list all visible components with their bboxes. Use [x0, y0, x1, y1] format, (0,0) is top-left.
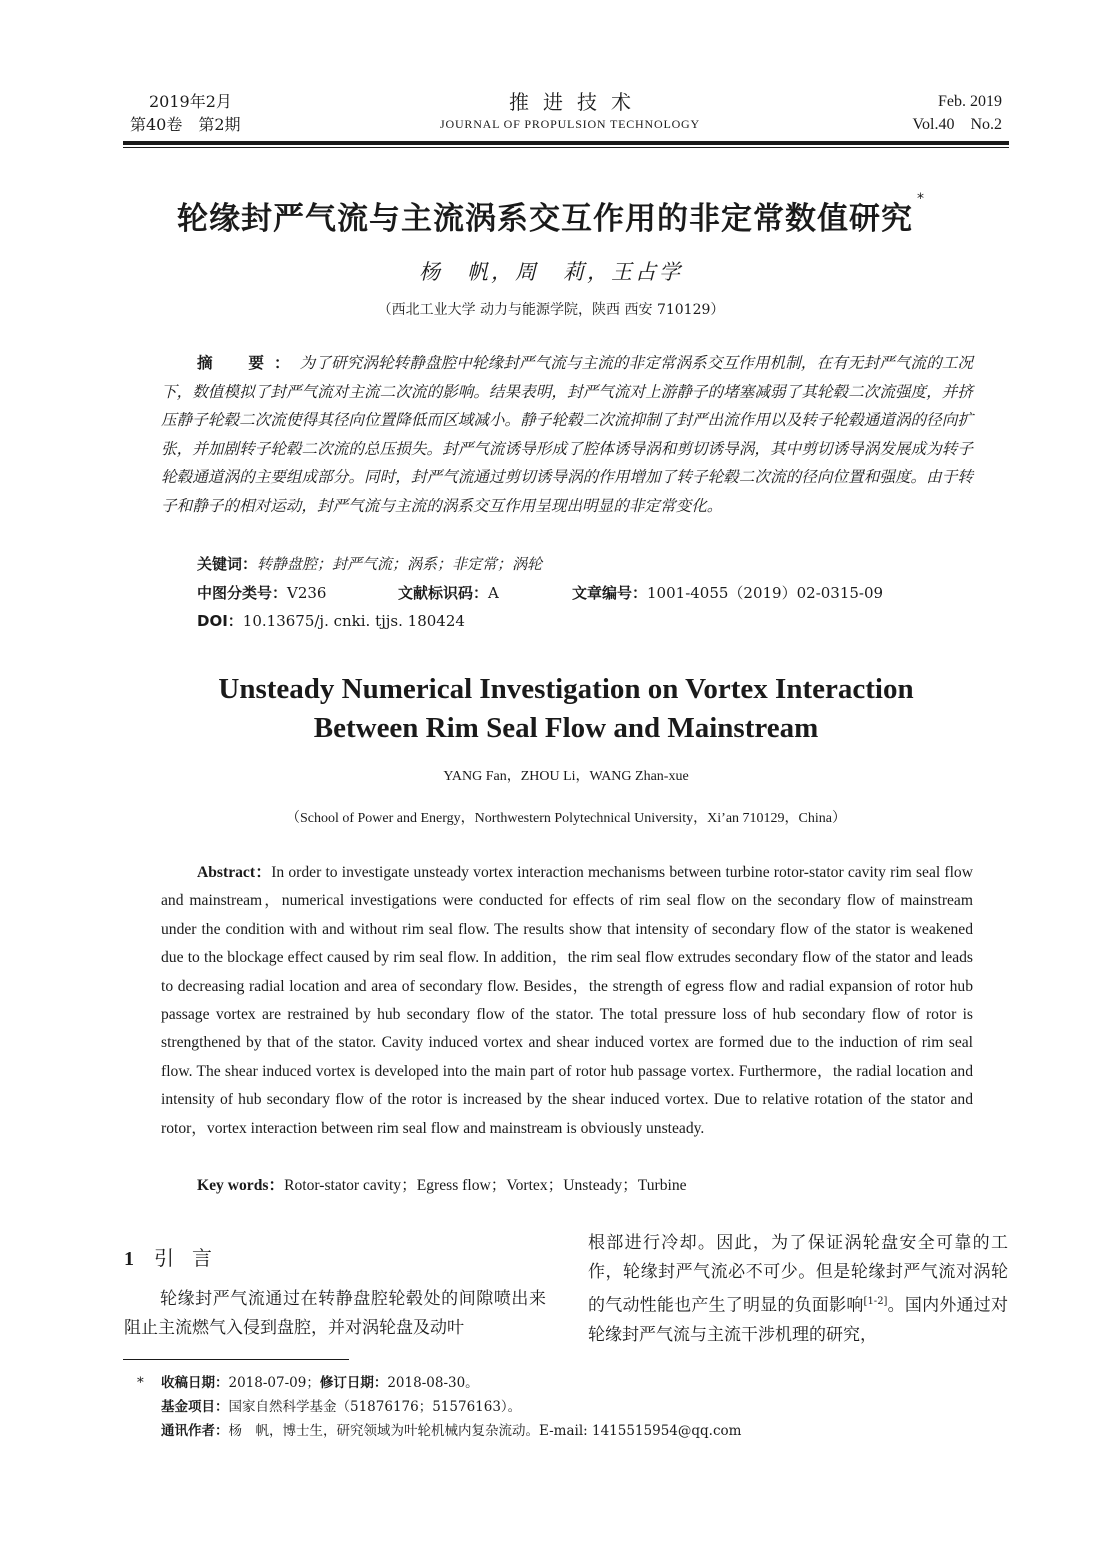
- issue-date-en: [913, 90, 1003, 136]
- section-heading: [124, 1242, 230, 1271]
- en-abstract: [161, 859, 973, 1143]
- cn-title-text: 轮缘封严气流与主流涡系交互作用的非定常数值研究: [177, 201, 913, 237]
- body-left-column: 轮缘封严气流通过在转静盘腔轮毂处的间隙喷出来阻止主流燃气入侵到盘腔，并对涡轮盘及动叶: [124, 1289, 546, 1338]
- cn-abstract-label: 摘 要：: [197, 354, 300, 372]
- cn-keywords-label: 关键词：: [197, 555, 258, 573]
- issue-date: 2019年2月: [149, 92, 232, 111]
- article-no-label: 文章编号：: [572, 584, 648, 602]
- cn-title: [0, 193, 1102, 238]
- section-title: 引言: [154, 1246, 230, 1270]
- issue-date-volume: [130, 90, 241, 136]
- doi-line: [197, 610, 465, 631]
- en-title-line2: Between Rim Seal Flow and Mainstream: [313, 712, 819, 744]
- body-right-column: [588, 1229, 1008, 1350]
- article-number: [572, 582, 883, 603]
- volume-issue: 第40卷 第2期: [130, 115, 241, 134]
- fund-text: 国家自然科学基金（51876176；51576163）。: [228, 1399, 522, 1415]
- en-abstract-text: In order to investigate unsteady vortex interaction mechanisms between turbine rotor-stator cavity rim seal flow and mainstream，numerical investigations were conducted for effects of rim seal flow on the secondary flow of mainstream under the condition with and without rim seal flow. The results show that intensity of secondary flow of the stator is weakened due to the blockage effect caused by rim seal flow. In addition，the rim seal flow extrudes secondary flow of the stator and leads to decreasing radial location and area of secondary flow. Besides，the strength of egress flow and radial expansion of rotor hub passage vortex are restrained by hub secondary flow of the stator. The total pressure loss of hub secondary flow of rotor is strengthened by that of the stator. Cavity induced vortex and shear induced vortex are formed due to the induction of rim seal flow. The shear induced vortex is developed into the main part of rotor hub passage vortex. Furthermore，the radial location and intensity of hub secondary flow of the rotor is increased by the shear induced vortex. Due to relative rotation of the stator and rotor，vortex interaction between rim seal flow and mainstream is obviously unsteady.: [161, 864, 973, 1137]
- cn-abstract: [161, 349, 973, 521]
- revised-label: 修订日期：: [319, 1375, 388, 1391]
- clc-value: V236: [287, 584, 327, 602]
- body-right-text-a: 根部进行冷却。因此，为了保证涡轮盘安全可靠的工作，轮缘封严气流必不可少。但是轮缘封严气流对涡轮的气动性能也产生了明显的负面影响: [588, 1233, 1008, 1316]
- journal-name-en: JOURNAL OF PROPULSION TECHNOLOGY: [440, 117, 700, 131]
- en-affiliation: （School of Power and Energy，Northwestern Polytechnical University，Xi’an 710129，China）: [285, 811, 847, 826]
- footnote-dates: [137, 1370, 479, 1396]
- doc-code-label: 文献标识码：: [398, 584, 489, 602]
- doc-code: [398, 582, 499, 603]
- volume-issue-en: Vol.40 No.2: [912, 116, 1002, 133]
- revised-date: 2018-08-30。: [387, 1375, 479, 1391]
- article-no-value: 1001-4055（2019）02-0315-09: [647, 584, 884, 602]
- footnote-author: [137, 1418, 741, 1444]
- clc-label: 中图分类号：: [197, 584, 288, 602]
- header-rule-thick: [123, 141, 1009, 145]
- en-authors: YANG Fan，ZHOU Li，WANG Zhan-xue: [443, 769, 689, 784]
- cn-authors: 杨 帆，周 莉，王占学: [419, 260, 683, 284]
- cn-affiliation: （西北工业大学 动力与能源学院，陕西 西安 710129）: [377, 302, 725, 318]
- footnote-fund: [137, 1394, 521, 1420]
- fund-label: 基金项目：: [161, 1399, 229, 1415]
- header-rule-thin: [123, 147, 1009, 148]
- doi-label: DOI：: [197, 612, 243, 630]
- doi-value: 10.13675/j. cnki. tjjs. 180424: [242, 612, 465, 630]
- en-keywords: [197, 1173, 687, 1195]
- section-number: 1: [124, 1248, 134, 1270]
- en-keywords-label: Key words：: [197, 1177, 285, 1194]
- cn-keywords-text: 转静盘腔；封严气流；涡系；非定常；涡轮: [257, 555, 543, 573]
- journal-name: [380, 90, 760, 132]
- en-title: [0, 670, 1102, 748]
- body-right-text-b: 。国内外通过对轮缘封严气流与主流干涉机理的研究，: [588, 1295, 1009, 1345]
- en-abstract-label: Abstract：: [197, 864, 272, 881]
- issue-date-en-line1: Feb. 2019: [938, 93, 1002, 110]
- journal-name-cn: 推进技术: [509, 90, 645, 114]
- doc-code-value: A: [488, 584, 499, 602]
- cn-classification-line: [197, 582, 326, 603]
- citation-ref: [1-2]: [863, 1296, 888, 1307]
- footnote-mark: *: [137, 1375, 144, 1391]
- en-keywords-text: Rotor-stator cavity；Egress flow；Vortex；Unsteady；Turbine: [284, 1177, 687, 1194]
- author-label: 通讯作者：: [161, 1423, 229, 1439]
- footnote-rule: [123, 1359, 349, 1360]
- cn-keywords: [197, 553, 542, 574]
- received-label: 收稿日期：: [161, 1375, 229, 1391]
- en-title-line1: Unsteady Numerical Investigation on Vortex Interaction: [218, 673, 914, 705]
- cn-title-footnote-mark: *: [917, 191, 925, 207]
- received-date: 2018-07-09；: [228, 1375, 320, 1391]
- author-text: 杨 帆，博士生，研究领域为叶轮机械内复杂流动。E-mail: 1415515954@qq.com: [228, 1423, 742, 1439]
- cn-abstract-text: 为了研究涡轮转静盘腔中轮缘封严气流与主流的非定常涡系交互作用机制，在有无封严气流的工况下，数值模拟了封严气流对主流二次流的影响。结果表明，封严气流对上游静子的堵塞减弱了其轮毂二次流强度，并挤压静子轮毂二次流使得其径向位置降低而区域减小。静子轮毂二次流抑制了封严出流作用以及转子轮毂通道涡的径向扩张，并加剧转子轮毂二次流的总压损失。封严气流诱导形成了腔体诱导涡和剪切诱导涡，其中剪切诱导涡发展成为转子轮毂通道涡的主要组成部分。同时，封严气流通过剪切诱导涡的作用增加了转子轮毂二次流的径向位置和强度。由于转子和静子的相对运动，封严气流与主流的涡系交互作用呈现出明显的非定常变化。: [161, 354, 973, 515]
